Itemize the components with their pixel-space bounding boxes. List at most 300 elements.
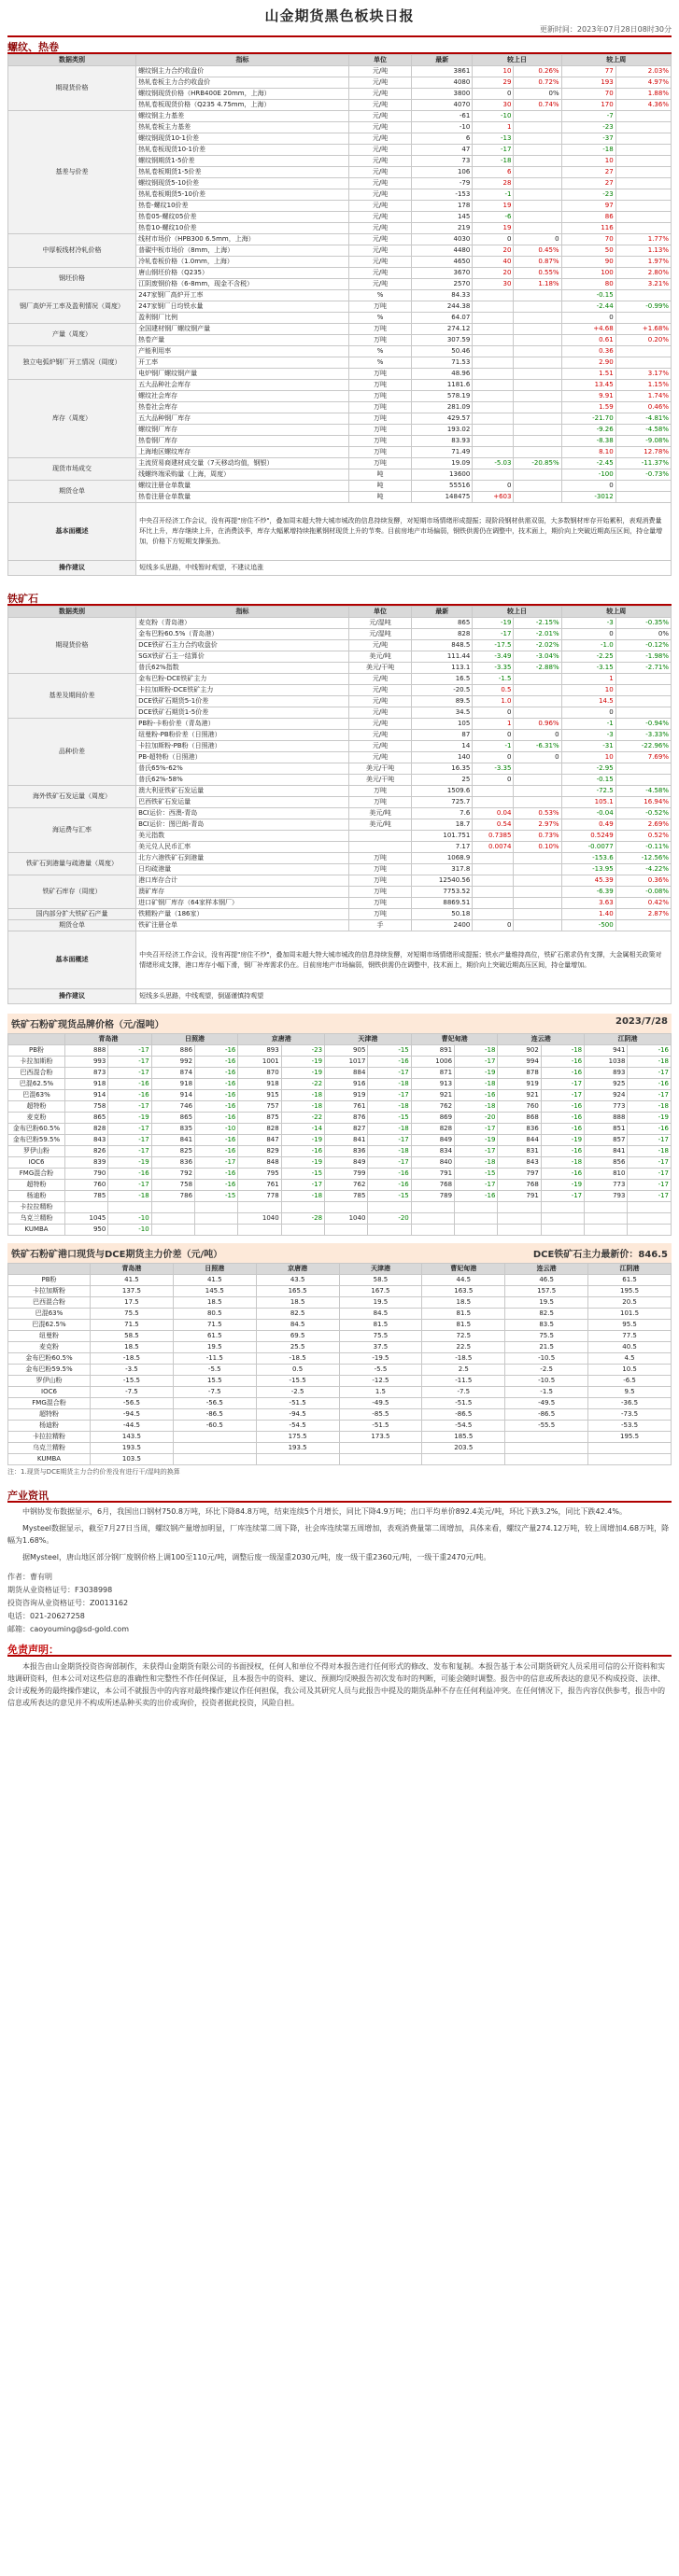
table-row xyxy=(8,234,672,245)
basis-cell: -7.5 xyxy=(173,1387,256,1398)
indicator-cell: 247家钢厂日均铁水量 xyxy=(136,301,349,313)
price-cell: 1040 xyxy=(238,1213,281,1225)
change-cell: -17 xyxy=(628,1191,672,1202)
change-cell: 0 xyxy=(473,730,514,741)
change-cell xyxy=(514,920,561,931)
unit-cell xyxy=(348,831,411,842)
price-cell xyxy=(151,1213,194,1225)
price-cell: 841 xyxy=(585,1146,628,1157)
indicator-cell: 上海地区螺纹库存 xyxy=(136,447,349,458)
change-cell: -3.35 xyxy=(473,763,514,775)
product-cell: 乌克兰精粉 xyxy=(8,1443,91,1454)
section-rebar-title: 螺纹、热卷 xyxy=(7,37,672,54)
change-cell: -31 xyxy=(561,741,615,752)
price-cell: 869 xyxy=(411,1113,454,1124)
basis-table-title: 铁矿石粉矿港口现货与DCE期货主力价差（元/吨） xyxy=(11,1250,223,1260)
price-cell xyxy=(65,1202,108,1213)
basis-cell: -2.5 xyxy=(505,1365,588,1376)
basis-cell: 81.5 xyxy=(422,1309,505,1320)
unit-cell: 元/吨 xyxy=(348,752,411,763)
change-cell: 10 xyxy=(561,685,615,696)
change-cell: -17 xyxy=(368,1135,411,1146)
change-cell xyxy=(108,1202,151,1213)
change-cell: -0.94% xyxy=(615,719,671,730)
change-cell: -3.49 xyxy=(473,651,514,663)
change-cell: 27 xyxy=(561,167,615,178)
change-cell xyxy=(514,357,561,369)
product-cell: FMG混合粉 xyxy=(8,1398,91,1409)
price-cell: 785 xyxy=(325,1191,368,1202)
change-cell xyxy=(514,786,561,797)
basis-cell: 18.5 xyxy=(422,1297,505,1309)
update-time: 更新时间：2023年07月28日08时30分 xyxy=(7,24,672,37)
product-cell: 杨迪粉 xyxy=(8,1421,91,1432)
change-cell: -1.5 xyxy=(473,674,514,685)
category-cell: 产量（周度） xyxy=(8,324,136,346)
basis-cell: -11.5 xyxy=(422,1376,505,1387)
product-cell: 巴混63% xyxy=(8,1309,91,1320)
basis-cell xyxy=(173,1432,256,1443)
change-cell: -0.08% xyxy=(615,887,671,898)
basis-cell: 9.5 xyxy=(588,1387,672,1398)
change-cell: 1 xyxy=(561,674,615,685)
latest-cell: 4650 xyxy=(412,257,473,268)
product-cell: 巴混62.5% xyxy=(8,1079,65,1090)
change-cell: 1.15% xyxy=(615,380,671,391)
change-cell xyxy=(473,898,514,909)
change-cell: -17 xyxy=(368,1068,411,1079)
price-cell: 793 xyxy=(585,1191,628,1202)
category-cell: 海外铁矿石发运量（周度） xyxy=(8,786,136,808)
price-cell xyxy=(151,1202,194,1213)
change-cell: -0.15 xyxy=(561,290,615,301)
table-row xyxy=(8,1113,672,1124)
change-cell: -18 xyxy=(281,1101,324,1113)
price-cell: 841 xyxy=(325,1135,368,1146)
latest-cell: 111.44 xyxy=(412,651,473,663)
latest-cell: 828 xyxy=(412,629,473,640)
change-cell: 16.94% xyxy=(615,797,671,808)
product-cell: 金布巴粉60.5% xyxy=(8,1353,91,1365)
change-cell xyxy=(281,1202,324,1213)
latest-cell: 1181.6 xyxy=(412,380,473,391)
price-cell: 905 xyxy=(325,1045,368,1057)
unit-cell: 元/湿吨 xyxy=(348,629,411,640)
price-cell: 884 xyxy=(325,1068,368,1079)
basis-cell: 145.5 xyxy=(173,1286,256,1297)
basis-cell: 61.5 xyxy=(173,1331,256,1342)
change-cell: -500 xyxy=(561,920,615,931)
price-cell: 792 xyxy=(151,1169,194,1180)
change-cell: 0.49 xyxy=(561,819,615,831)
table-row xyxy=(8,1191,672,1202)
unit-cell: % xyxy=(348,290,411,301)
price-cell: 878 xyxy=(498,1068,541,1079)
change-cell: 2.80% xyxy=(615,268,671,279)
price-cell: 865 xyxy=(65,1113,108,1124)
unit-cell: 元/吨 xyxy=(348,234,411,245)
price-cell: 918 xyxy=(65,1079,108,1090)
price-cell: 950 xyxy=(65,1225,108,1236)
table-row xyxy=(8,1213,672,1225)
indicator-cell: 冷轧卷板价格（1.0mm，上海） xyxy=(136,257,349,268)
basis-cell: 163.5 xyxy=(422,1286,505,1297)
change-cell xyxy=(514,301,561,313)
price-cell: 847 xyxy=(238,1135,281,1146)
basis-table-body xyxy=(8,1275,672,1465)
change-cell: -19 xyxy=(628,1113,672,1124)
change-cell: -16 xyxy=(195,1090,238,1101)
change-cell xyxy=(514,674,561,685)
basis-cell: 25.5 xyxy=(256,1342,339,1353)
rebar-table xyxy=(7,54,672,576)
latest-cell: 2570 xyxy=(412,279,473,290)
change-cell xyxy=(514,212,561,223)
price-cell: 828 xyxy=(65,1124,108,1135)
indicator-cell: 热卷社会库存 xyxy=(136,402,349,413)
change-cell: 1.51 xyxy=(561,369,615,380)
change-cell: -17 xyxy=(368,1090,411,1101)
change-cell: 0.52% xyxy=(615,831,671,842)
product-cell: 超特粉 xyxy=(8,1409,91,1421)
change-cell xyxy=(473,301,514,313)
basis-cell: -86.5 xyxy=(173,1409,256,1421)
indicator-cell: 螺纹注册仓单数量 xyxy=(136,481,349,492)
price-cell: 876 xyxy=(325,1113,368,1124)
unit-cell: 万吨 xyxy=(348,402,411,413)
price-cell: 836 xyxy=(498,1124,541,1135)
unit-cell: 元/吨 xyxy=(348,145,411,156)
unit-cell: 元/吨 xyxy=(348,268,411,279)
change-cell xyxy=(514,864,561,875)
change-cell: -17.5 xyxy=(473,640,514,651)
table-row xyxy=(8,1421,672,1432)
change-cell: 0.72% xyxy=(514,77,561,89)
product-cell: 罗伊山粉 xyxy=(8,1376,91,1387)
unit-cell: 万吨 xyxy=(348,324,411,335)
change-cell xyxy=(628,1225,672,1236)
latest-cell: 19.09 xyxy=(412,458,473,469)
price-cell: 925 xyxy=(585,1079,628,1090)
unit-cell: 万吨 xyxy=(348,797,411,808)
change-cell: -0.35% xyxy=(615,618,671,629)
basis-cell: 0.5 xyxy=(256,1365,339,1376)
latest-cell: 106 xyxy=(412,167,473,178)
latest-cell: 4030 xyxy=(412,234,473,245)
basis-cell: 41.5 xyxy=(173,1275,256,1286)
change-cell xyxy=(514,425,561,436)
latest-cell: 307.59 xyxy=(412,335,473,346)
price-cell xyxy=(411,1213,454,1225)
latest-cell: 219 xyxy=(412,223,473,234)
change-cell: -22 xyxy=(281,1113,324,1124)
basis-cell: 185.5 xyxy=(422,1432,505,1443)
basis-cell: 19.5 xyxy=(339,1297,422,1309)
change-cell: -0.11% xyxy=(615,842,671,853)
basis-cell: 143.5 xyxy=(91,1432,174,1443)
price-cell xyxy=(585,1225,628,1236)
basis-cell: 175.5 xyxy=(256,1432,339,1443)
change-cell: -18 xyxy=(455,1101,498,1113)
change-cell: -17 xyxy=(108,1057,151,1068)
indicator-cell: 普碳中板市场价（8mm，上海） xyxy=(136,245,349,257)
table-row xyxy=(8,1297,672,1309)
indicator-cell: DCE铁矿石期货5-1价差 xyxy=(136,696,349,707)
table-row xyxy=(8,1398,672,1409)
basis-cell: -53.5 xyxy=(588,1421,672,1432)
change-cell: -16 xyxy=(541,1113,584,1124)
change-cell: -15 xyxy=(368,1191,411,1202)
change-cell: 97 xyxy=(561,201,615,212)
price-cell: 886 xyxy=(151,1045,194,1057)
change-cell: 105.1 xyxy=(561,797,615,808)
change-cell: -1 xyxy=(473,189,514,201)
price-cell: 914 xyxy=(151,1090,194,1101)
unit-cell: 元/吨 xyxy=(348,89,411,100)
change-cell: 0% xyxy=(615,629,671,640)
change-cell: 1.13% xyxy=(615,245,671,257)
change-cell xyxy=(615,696,671,707)
change-cell: -17 xyxy=(455,1180,498,1191)
price-cell: 891 xyxy=(411,1045,454,1057)
change-cell: -16 xyxy=(108,1079,151,1090)
unit-cell: 元/吨 xyxy=(348,156,411,167)
rebar-fundamental-label: 基本面概述 xyxy=(8,503,136,561)
col-header: 数据类别 xyxy=(8,607,136,618)
change-cell xyxy=(473,436,514,447)
change-cell: 10 xyxy=(473,66,514,77)
basis-cell: -60.5 xyxy=(173,1421,256,1432)
table-row xyxy=(8,1275,672,1286)
change-cell: -12.56% xyxy=(615,853,671,864)
product-cell: 卡拉加斯粉 xyxy=(8,1057,65,1068)
table-row xyxy=(8,1454,672,1465)
change-cell xyxy=(514,707,561,719)
change-cell: 30 xyxy=(473,279,514,290)
latest-cell: 4080 xyxy=(412,77,473,89)
latest-cell: 3861 xyxy=(412,66,473,77)
price-cell: 1001 xyxy=(238,1057,281,1068)
change-cell: -17 xyxy=(108,1068,151,1079)
latest-cell: 4070 xyxy=(412,100,473,111)
change-cell: 0.20% xyxy=(615,335,671,346)
table-row xyxy=(8,1225,672,1236)
change-cell xyxy=(473,380,514,391)
price-cell: 791 xyxy=(411,1169,454,1180)
indicator-cell: 卡拉加斯粉-DCE铁矿主力 xyxy=(136,685,349,696)
basis-cell: -36.5 xyxy=(588,1398,672,1409)
change-cell: -17 xyxy=(281,1180,324,1191)
unit-cell: 元/吨 xyxy=(348,201,411,212)
latest-cell: 101.751 xyxy=(412,831,473,842)
change-cell: -6.39 xyxy=(561,887,615,898)
category-cell: 海运费与汇率 xyxy=(8,808,136,853)
basis-cell xyxy=(173,1454,256,1465)
change-cell: -17 xyxy=(108,1124,151,1135)
basis-cell: 203.5 xyxy=(422,1443,505,1454)
change-cell: -16 xyxy=(541,1146,584,1157)
unit-cell: 美元/吨 xyxy=(348,819,411,831)
change-cell: 0% xyxy=(514,89,561,100)
change-cell xyxy=(615,313,671,324)
change-cell: 170 xyxy=(561,100,615,111)
author-line: 期货从业资格证号：F3038998 xyxy=(7,1586,113,1594)
price-cell: 844 xyxy=(498,1135,541,1146)
change-cell: -3.04% xyxy=(514,651,561,663)
change-cell: -1.0 xyxy=(561,640,615,651)
change-cell: -13 xyxy=(473,133,514,145)
price-cell: 868 xyxy=(498,1113,541,1124)
port-header: 连云港 xyxy=(498,1034,585,1045)
change-cell: -6 xyxy=(473,212,514,223)
unit-cell: 万吨 xyxy=(348,875,411,887)
indicator-cell: 五大品种钢厂库存 xyxy=(136,413,349,425)
change-cell: 0.61 xyxy=(561,335,615,346)
product-cell: 巴西混合粉 xyxy=(8,1068,65,1079)
change-cell xyxy=(615,685,671,696)
price-cell: 758 xyxy=(65,1101,108,1113)
indicator-cell: 铁精粉产量（186家） xyxy=(136,909,349,920)
table-row xyxy=(8,1045,672,1057)
change-cell: 0.53% xyxy=(514,808,561,819)
change-cell: -16 xyxy=(368,1180,411,1191)
indicator-cell: 普氏62%指数 xyxy=(136,663,349,674)
basis-cell xyxy=(505,1443,588,1454)
change-cell xyxy=(281,1225,324,1236)
indicator-cell: 麦克粉（青岛港） xyxy=(136,618,349,629)
change-cell: -18 xyxy=(281,1191,324,1202)
port-header: 江阴港 xyxy=(588,1264,672,1275)
change-cell: 2.97% xyxy=(514,819,561,831)
product-cell: 纽曼粉 xyxy=(8,1331,91,1342)
change-cell: 2.03% xyxy=(615,66,671,77)
basis-cell: 193.5 xyxy=(256,1443,339,1454)
change-cell: 10 xyxy=(561,156,615,167)
latest-cell: 71.49 xyxy=(412,447,473,458)
basis-cell: 1.5 xyxy=(339,1387,422,1398)
latest-cell: 6 xyxy=(412,133,473,145)
unit-cell: 吨 xyxy=(348,492,411,503)
change-cell: 1.77% xyxy=(615,234,671,245)
unit-cell: 万吨 xyxy=(348,909,411,920)
table-row xyxy=(8,290,672,301)
latest-cell: 2400 xyxy=(412,920,473,931)
table-row xyxy=(8,1202,672,1213)
price-cell: 870 xyxy=(238,1068,281,1079)
indicator-cell: 纽曼粉-PB粉价差（日照港） xyxy=(136,730,349,741)
price-cell xyxy=(498,1225,541,1236)
price-cell: 799 xyxy=(325,1169,368,1180)
news-body xyxy=(7,1503,672,1571)
change-cell: 0.0074 xyxy=(473,842,514,853)
change-cell: 0.46% xyxy=(615,402,671,413)
price-cell: 790 xyxy=(65,1169,108,1180)
latest-cell: 148475 xyxy=(412,492,473,503)
change-cell xyxy=(473,413,514,425)
change-cell: -19 xyxy=(455,1068,498,1079)
change-cell: 0 xyxy=(514,752,561,763)
change-cell: -23 xyxy=(561,122,615,133)
table-row xyxy=(8,1057,672,1068)
change-cell xyxy=(455,1213,498,1225)
indicator-cell: 热轧卷板现货价格（Q235 4.75mm，上海） xyxy=(136,100,349,111)
price-cell: 856 xyxy=(585,1157,628,1169)
change-cell: -18 xyxy=(455,1079,498,1090)
change-cell: -16 xyxy=(368,1169,411,1180)
change-cell xyxy=(541,1202,584,1213)
unit-cell: % xyxy=(348,346,411,357)
basis-cell: 173.5 xyxy=(339,1432,422,1443)
change-cell: -8.38 xyxy=(561,436,615,447)
change-cell xyxy=(514,380,561,391)
change-cell: -17 xyxy=(541,1191,584,1202)
table-row xyxy=(8,481,672,492)
unit-cell: 元/吨 xyxy=(348,100,411,111)
unit-cell: 万吨 xyxy=(348,391,411,402)
unit-cell: 万吨 xyxy=(348,458,411,469)
change-cell: -10 xyxy=(108,1213,151,1225)
price-cell xyxy=(325,1202,368,1213)
price-cell xyxy=(411,1225,454,1236)
price-cell: 888 xyxy=(65,1045,108,1057)
change-cell: +1.68% xyxy=(615,324,671,335)
change-cell: 10 xyxy=(561,752,615,763)
price-cell: 941 xyxy=(585,1045,628,1057)
basis-table-header xyxy=(8,1264,672,1275)
change-cell xyxy=(615,201,671,212)
change-cell: -18 xyxy=(368,1124,411,1135)
change-cell xyxy=(615,920,671,931)
indicator-cell: 五大品种社会库存 xyxy=(136,380,349,391)
category-cell: 期货仓单 xyxy=(8,920,136,931)
change-cell: 12.78% xyxy=(615,447,671,458)
indicator-cell: 江阴废钢价格（6-8mm，现金不含税） xyxy=(136,279,349,290)
change-cell xyxy=(615,223,671,234)
price-cell xyxy=(325,1225,368,1236)
indicator-cell: 热轧卷板期货1-5价差 xyxy=(136,167,349,178)
change-cell: -17 xyxy=(195,1157,238,1169)
unit-cell: 元/吨 xyxy=(348,707,411,719)
latest-cell: -61 xyxy=(412,111,473,122)
indicator-cell: 线材市场价（HPB300 6.5mm，上海） xyxy=(136,234,349,245)
change-cell: 0.96% xyxy=(514,719,561,730)
unit-cell xyxy=(348,842,411,853)
unit-cell: 美元/干吨 xyxy=(348,663,411,674)
basis-cell: 80.5 xyxy=(173,1309,256,1320)
change-cell: -28 xyxy=(281,1213,324,1225)
table-row xyxy=(8,1376,672,1387)
price-cell: 914 xyxy=(65,1090,108,1101)
change-cell: 0.10% xyxy=(514,842,561,853)
indicator-cell: PB粉-卡粉价差（青岛港） xyxy=(136,719,349,730)
change-cell: 86 xyxy=(561,212,615,223)
table-row xyxy=(8,920,672,931)
change-cell xyxy=(615,707,671,719)
unit-cell: 元/吨 xyxy=(348,122,411,133)
basis-cell xyxy=(339,1443,422,1454)
change-cell xyxy=(514,402,561,413)
change-cell: -37 xyxy=(561,133,615,145)
basis-cell: 167.5 xyxy=(339,1286,422,1297)
basis-cell: 195.5 xyxy=(588,1286,672,1297)
basis-cell: -10.5 xyxy=(505,1376,588,1387)
basis-cell: 18.5 xyxy=(173,1297,256,1309)
latest-cell: 113.1 xyxy=(412,663,473,674)
change-cell: -0.73% xyxy=(615,469,671,481)
change-cell: -4.58% xyxy=(615,786,671,797)
unit-cell: 万吨 xyxy=(348,436,411,447)
indicator-cell: 唐山钢坯价格（Q235） xyxy=(136,268,349,279)
